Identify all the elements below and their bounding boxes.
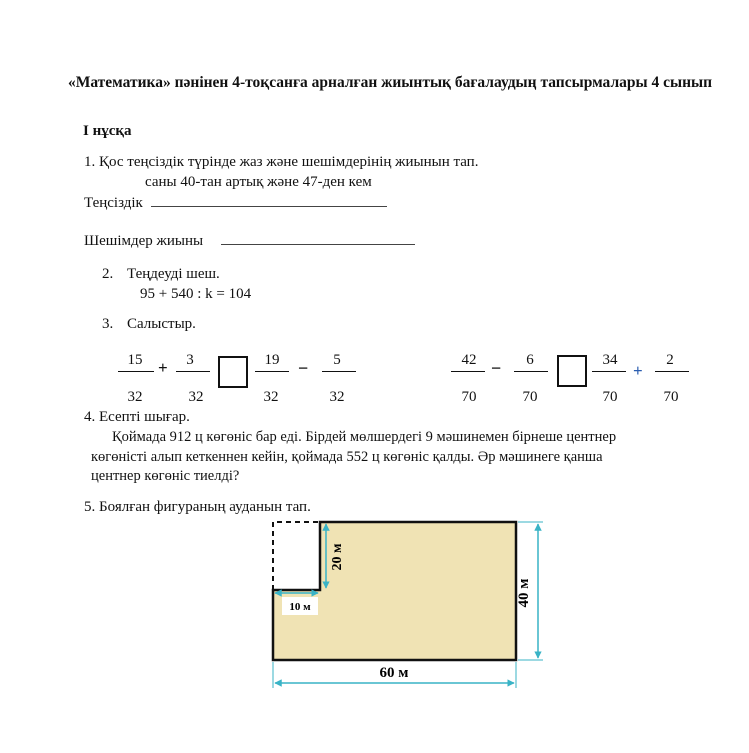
plus-sign: + — [633, 361, 643, 380]
fraction-numerator: 5 — [333, 352, 341, 368]
fraction-denominator: 32 — [127, 389, 143, 405]
fraction-numerator: 6 — [526, 352, 534, 368]
page-title: «Математика» пәнінен 4-тоқсанға арналған жиынтық бағалаудың тапсырмалары 4 сынып — [67, 74, 713, 91]
task1-condition: саны 40-тан артық және 47-ден кем — [145, 174, 372, 190]
fraction-denominator: 70 — [522, 389, 538, 405]
inequality-label: Теңсіздік — [84, 195, 143, 211]
task4-text-line1: Қоймада 912 ц көгөніс бар еді. Бірдей мөлшердегі 9 мәшинемен бірнеше центнер — [112, 429, 617, 445]
task3-number: 3. — [102, 316, 114, 332]
minus-sign: − — [298, 358, 309, 378]
solutions-label: Шешімдер жиыны — [84, 233, 204, 249]
fraction-numerator: 42 — [461, 352, 477, 368]
task2-question: Теңдеуді шеш. — [127, 266, 220, 282]
shaded-figure — [273, 522, 516, 660]
task2-equation: 95 + 540 : k = 104 — [140, 286, 252, 302]
fraction-denominator: 70 — [461, 389, 477, 405]
cut-height-label: 20 м — [330, 543, 345, 571]
fraction-numerator: 3 — [186, 352, 194, 368]
fraction-numerator: 15 — [127, 352, 143, 368]
fraction-denominator: 32 — [263, 389, 279, 405]
minus-sign: − — [491, 358, 502, 378]
task1-question: 1. Қос теңсіздік түрінде жаз және шешімдерінің жиынын тап. — [84, 154, 479, 170]
fraction-numerator: 2 — [666, 352, 674, 368]
task4-text-line2: көгөністі алып кеткеннен кейін, қоймада 552 ц көгөніс қалды. Әр мәшинеге қанша — [91, 449, 603, 465]
cut-width-label: 10 м — [289, 601, 311, 613]
height-label: 40 м — [516, 578, 532, 608]
fraction-numerator: 34 — [602, 352, 618, 368]
cutout-dashed-outline — [273, 522, 320, 590]
fraction-numerator: 19 — [264, 352, 280, 368]
fraction-denominator: 70 — [602, 389, 618, 405]
fraction-denominator: 70 — [663, 389, 679, 405]
fraction-denominator: 32 — [329, 389, 345, 405]
fraction-denominator: 32 — [188, 389, 204, 405]
width-label: 60 м — [379, 665, 409, 681]
task4-text-line3: центнер көгөніс тиелді? — [91, 468, 240, 484]
task3-question: Салыстыр. — [127, 316, 196, 332]
task2-number: 2. — [102, 266, 114, 282]
variant-label: I нұсқа — [83, 123, 132, 139]
plus-sign: + — [158, 358, 168, 377]
task4-question: 4. Есепті шығар. — [84, 409, 190, 425]
task5-question: 5. Боялған фигураның ауданын тап. — [84, 499, 311, 515]
